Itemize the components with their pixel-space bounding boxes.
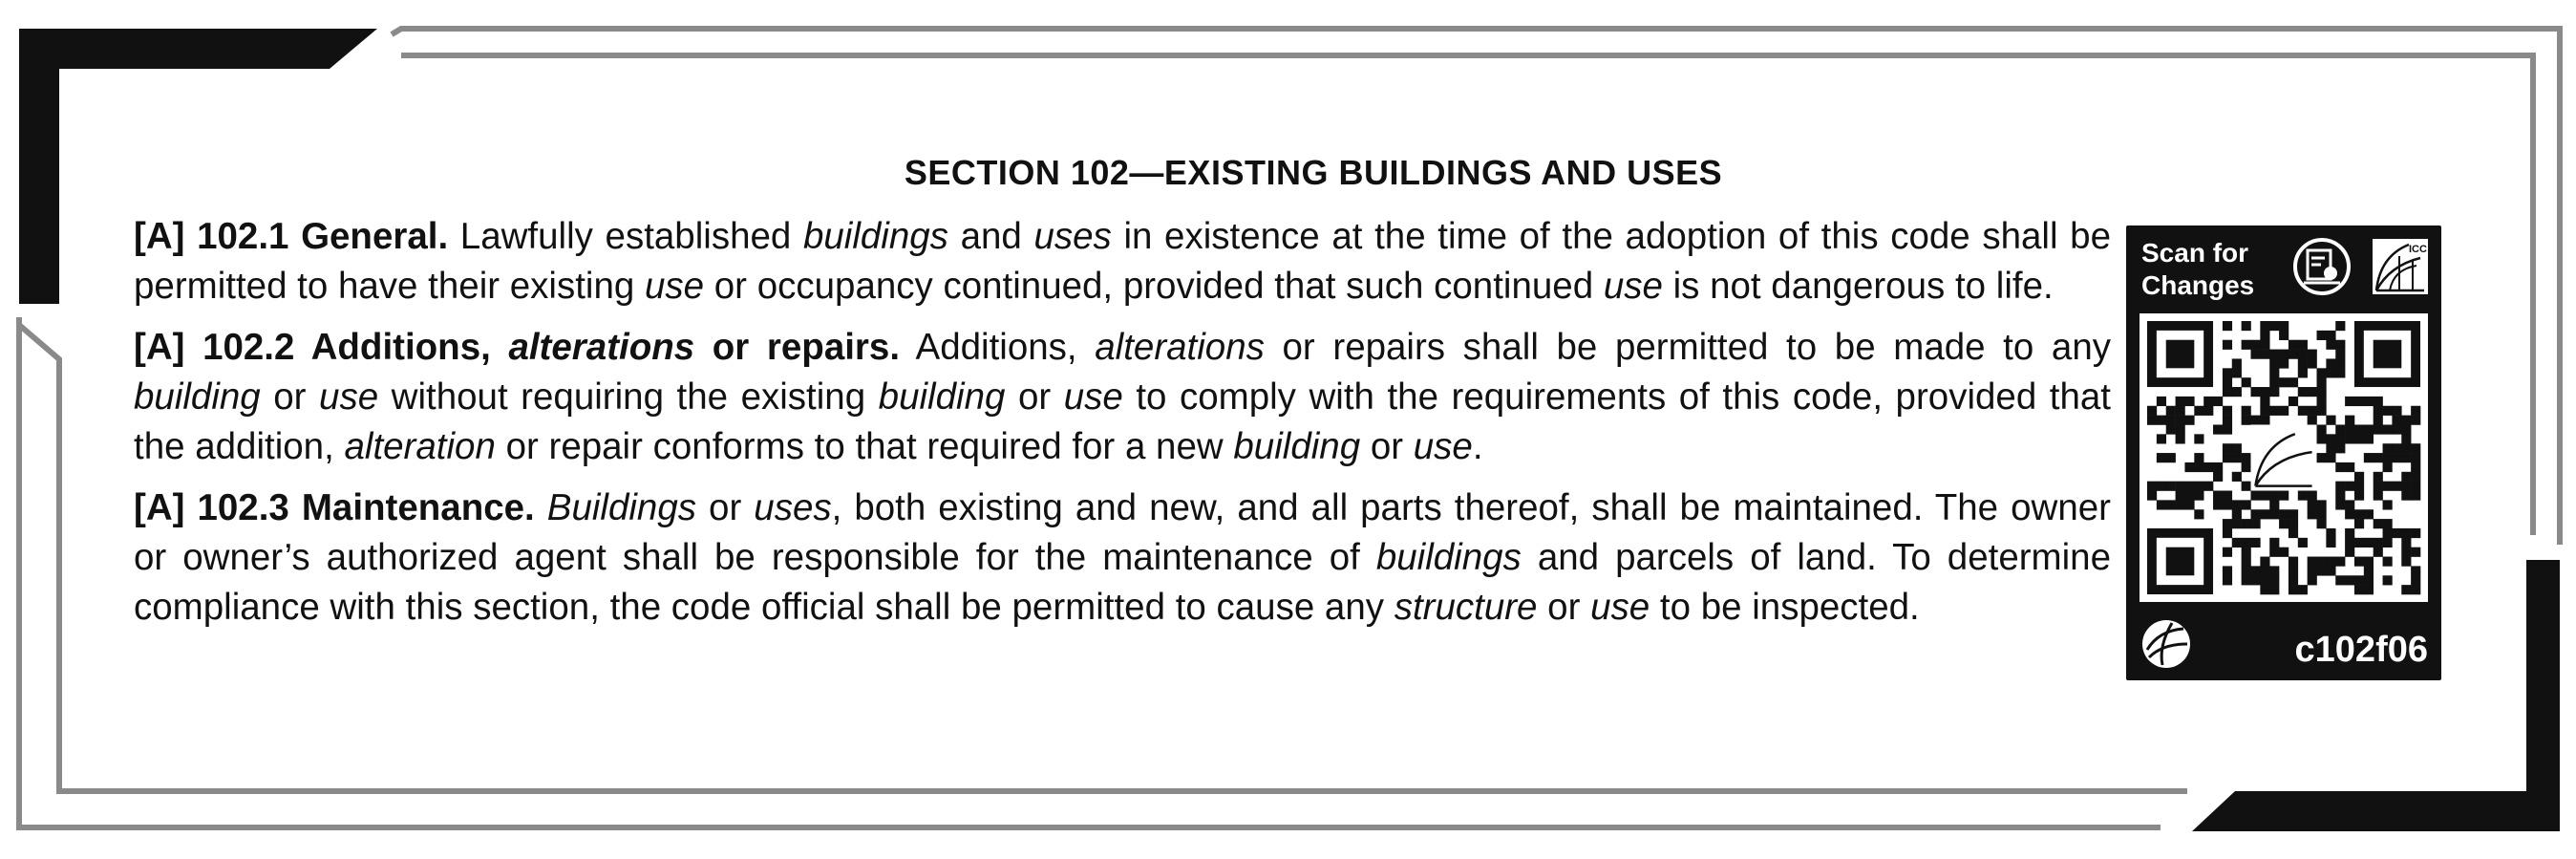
section-heading-text: alterations xyxy=(508,327,695,368)
body-text: and xyxy=(947,216,1034,257)
section-title: SECTION 102—EXISTING BUILDINGS AND USES xyxy=(904,153,1723,192)
body-text: or xyxy=(1537,587,1591,628)
body-text: or occupancy continued, provided that such continued xyxy=(704,266,1604,307)
defined-term: structure xyxy=(1394,587,1538,628)
defined-term: uses xyxy=(754,487,832,528)
code-paragraph-102-3 xyxy=(134,483,2111,633)
defined-term: building xyxy=(1233,426,1361,467)
scan-for-changes-panel[interactable] xyxy=(2126,225,2441,680)
section-heading-text: [A] 102.2 Additions, xyxy=(134,327,509,368)
body-text: or repairs shall be permitted to be made to any xyxy=(1264,327,2111,368)
body-text: without requiring the existing xyxy=(378,376,879,418)
body-text: , both existing and new, and all parts thereof, shall be maintained. The owner or owner’s authorized agent shall be responsible for the maintenance of xyxy=(134,487,2111,578)
body-text: or xyxy=(1005,376,1064,418)
defined-term: use xyxy=(319,376,379,418)
defined-term: use xyxy=(1063,376,1123,418)
defined-term: building xyxy=(134,376,261,418)
section-heading-text: [A] 102.1 General. xyxy=(134,216,449,257)
qr-code-container[interactable] xyxy=(2140,313,2428,602)
body-text: . xyxy=(1472,426,1483,467)
body-text: Lawfully established xyxy=(448,216,803,257)
icc-logo-icon xyxy=(2371,237,2430,296)
globe-leaf-icon xyxy=(2140,617,2193,671)
body-text: or xyxy=(260,376,320,418)
body-text: or xyxy=(696,487,755,528)
body-text xyxy=(535,487,547,528)
defined-term: building xyxy=(878,376,1006,418)
defined-term: use xyxy=(1603,266,1663,307)
qr-code[interactable] xyxy=(2140,313,2428,602)
section-heading-text: [A] 102.3 Maintenance. xyxy=(134,487,535,528)
defined-term: alteration xyxy=(344,426,496,467)
icc-logo-text: ICC xyxy=(2409,244,2427,255)
scan-label-line-2: Changes xyxy=(2141,270,2255,300)
body-text: in existence at the time of the adoption of this code shall be permitted to have their existing xyxy=(134,216,2111,307)
body-text: Additions, xyxy=(900,327,1096,368)
defined-term: buildings xyxy=(1375,537,1522,578)
body-text: or repair conforms to that required for a new xyxy=(495,426,1234,467)
defined-term: use xyxy=(645,266,705,307)
scan-label-line-1: Scan for xyxy=(2141,238,2249,268)
defined-term: use xyxy=(1413,426,1473,467)
defined-term: uses xyxy=(1033,216,1112,257)
code-paragraph-102-1 xyxy=(134,212,2111,311)
defined-term: use xyxy=(1590,587,1650,628)
scan-for-changes-label xyxy=(2141,237,2294,302)
defined-term: buildings xyxy=(802,216,948,257)
body-text: is not dangerous to life. xyxy=(1662,266,2054,307)
defined-term: alterations xyxy=(1095,327,1265,368)
section-heading-text: or repairs. xyxy=(694,327,901,368)
document-location-icon xyxy=(2292,237,2352,296)
defined-term: Buildings xyxy=(546,487,697,528)
body-text: and parcels of land. To determine compliance with this section, the code official shall be permitted to cause any xyxy=(134,537,2111,628)
body-text: or xyxy=(1360,426,1414,467)
code-paragraph-102-2 xyxy=(134,323,2111,472)
body-text: to comply with the requirements of this code, provided that the addition, xyxy=(134,376,2111,467)
code-text-body xyxy=(134,212,2111,644)
qr-code-id: c102f06 xyxy=(2294,630,2428,670)
body-text: to be inspected. xyxy=(1650,587,1920,628)
